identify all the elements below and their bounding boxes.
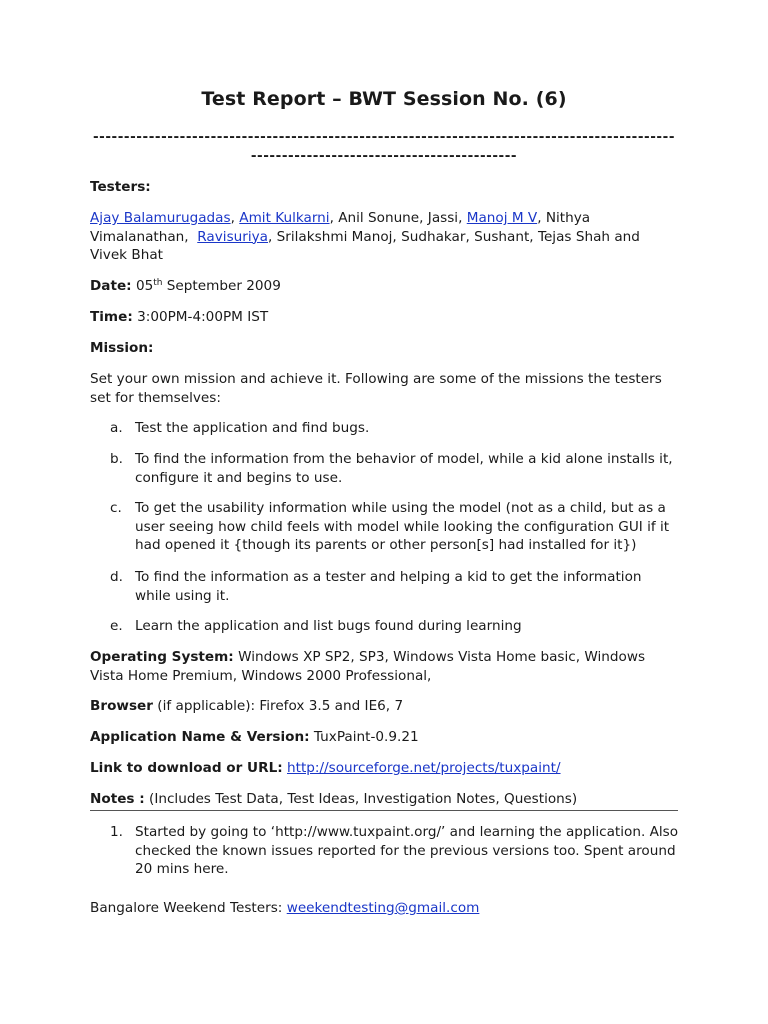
notes-divider — [90, 810, 678, 811]
app-value: TuxPaint-0.9.21 — [309, 729, 419, 745]
date-day: 05 — [131, 278, 154, 294]
list-item-text: To find the information as a tester and helping a kid to get the information while using it. — [135, 569, 642, 604]
tester-link-manoj[interactable]: Manoj M V — [466, 210, 538, 226]
testers-list — [90, 209, 678, 265]
list-item-text: Test the application and find bugs. — [135, 420, 370, 436]
os-line — [90, 648, 678, 685]
browser-line — [90, 697, 678, 716]
footer-line — [90, 899, 678, 918]
separator-line: ----------------------------------------------------------------------------------------------------------------------------------------- — [92, 129, 676, 164]
app-label: Application Name & Version: — [90, 729, 310, 745]
os-value: Windows XP SP2, SP3, Windows Vista Home basic, Windows Vista Home Premium, Windows 2000 Professional, — [90, 649, 646, 684]
time-value: 3:00PM-4:00PM IST — [132, 309, 269, 325]
tester-sep: , — [230, 210, 240, 226]
page-title: Test Report – BWT Session No. (6) — [201, 88, 567, 110]
time-line — [90, 308, 678, 327]
list-marker: b. — [110, 451, 123, 467]
download-line — [90, 759, 678, 778]
mission-intro: Set your own mission and achieve it. Following are some of the missions the testers set for themselves: — [90, 371, 662, 406]
mission-heading — [90, 339, 678, 358]
list-marker: c. — [110, 500, 122, 516]
list-item-text: Learn the application and list bugs found during learning — [135, 618, 522, 634]
download-url-link[interactable]: http://sourceforge.net/projects/tuxpaint/ — [287, 760, 561, 776]
date-line — [90, 277, 678, 296]
browser-note: (if applicable) — [152, 698, 251, 714]
download-label: Link to download or URL: — [90, 760, 283, 776]
app-line — [90, 728, 678, 747]
tester-names-plain-2: , Nithya Vimalanathan, — [90, 210, 595, 245]
tester-link-amit[interactable]: Amit Kulkarni — [239, 210, 330, 226]
browser-label: Browser — [90, 698, 153, 714]
notes-value: (Includes Test Data, Test Ideas, Investigation Notes, Questions) — [144, 791, 578, 807]
footer-email-link[interactable]: weekendtesting@gmail.com — [286, 900, 480, 916]
list-marker: d. — [110, 569, 123, 585]
tester-link-ravisuriya[interactable]: Ravisuriya — [197, 228, 269, 245]
list-item-text: Started by going to ‘http://www.tuxpaint.org/’ and learning the application. Also checked the known issues reported for the previous versions too. Spent around 20 mins here. — [135, 824, 679, 877]
list-item-text: To find the information from the behavior of model, while a kid alone installs it, configure it and begins to use. — [135, 451, 673, 486]
os-label: Operating System: — [90, 649, 234, 665]
list-marker: 1. — [110, 824, 123, 840]
browser-value: : Firefox 3.5 and IE6, 7 — [250, 698, 404, 714]
tester-names-plain: , Anil Sonune, Jassi, — [329, 210, 467, 226]
date-rest: September 2009 — [162, 278, 281, 294]
list-marker: a. — [110, 420, 123, 436]
footer-label: Bangalore Weekend Testers: — [90, 900, 287, 916]
list-marker: e. — [110, 618, 123, 634]
tester-names-plain-3: , Srilakshmi Manoj, Sudhakar, Sushant, Tejas Shah and Vivek Bhat — [90, 228, 640, 263]
tester-link-ajay[interactable]: Ajay Balamurugadas — [90, 210, 231, 226]
notes-line — [90, 790, 678, 809]
notes-label: Notes : — [90, 791, 145, 807]
mission-label: Mission: — [90, 340, 154, 356]
testers-heading — [90, 178, 678, 197]
time-label: Time: — [90, 309, 133, 325]
list-item-text: To get the usability information while using the model (not as a child, but as a user seeing how child feels with model while looking the configuration GUI if it had opened it {though its parents or other person[s] had installed for it}) — [135, 500, 670, 553]
date-suffix: th — [153, 278, 163, 288]
testers-label: Testers: — [90, 179, 151, 195]
date-label: Date: — [90, 278, 132, 294]
